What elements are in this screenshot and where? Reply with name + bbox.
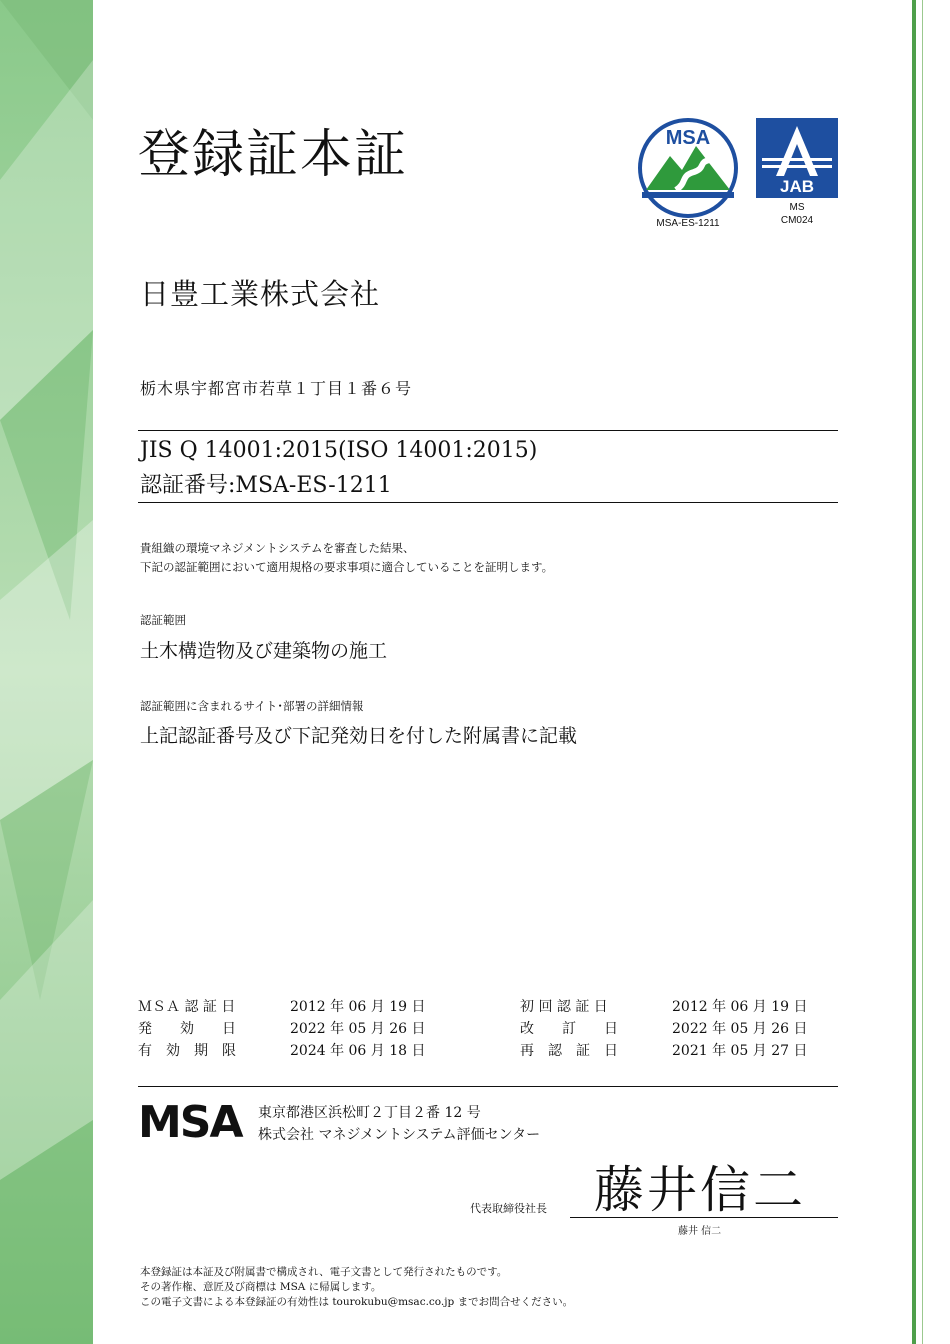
date-value: 2022 年 05 月 26 日	[672, 1021, 808, 1037]
decorative-green-band	[0, 0, 93, 1344]
signatory-name: 藤井 信二	[678, 1226, 722, 1237]
issuer-address: 東京都港区浜松町２丁目２番 12 号	[258, 1105, 481, 1121]
company-address: 栃木県宇都宮市若草１丁目１番６号	[140, 379, 413, 398]
standard: JIS Q 14001:2015(ISO 14001:2015)	[140, 438, 538, 463]
jab-caption-line2: CM024	[780, 215, 814, 226]
footer-line: その著作権、意匠及び商標は MSA に帰属します。	[140, 1281, 382, 1293]
company-name: 日豊工業株式会社	[140, 277, 381, 311]
sites-value: 上記認証番号及び下記発効日を付した附属書に記載	[140, 725, 578, 747]
jab-accreditation-mark	[756, 118, 838, 234]
sites-label: 認証範囲に含まれるサイト･部署の詳細情報	[140, 699, 364, 713]
date-value: 2024 年 06 月 18 日	[290, 1043, 426, 1059]
date-label: ＭＳＡ 認 証 日	[138, 999, 236, 1015]
jab-mark-text: JAB	[779, 177, 815, 196]
date-label: 発 効 日	[138, 1021, 236, 1037]
msa-mark-caption: MSA-ES-1211	[656, 218, 720, 229]
date-value: 2021 年 05 月 27 日	[672, 1043, 808, 1059]
date-value: 2022 年 05 月 26 日	[290, 1021, 426, 1037]
certificate-number: 認証番号:MSA-ES-1211	[140, 473, 392, 498]
scope-label: 認証範囲	[140, 613, 186, 627]
divider	[138, 430, 838, 431]
divider	[138, 502, 838, 503]
date-value: 2012 年 06 月 19 日	[672, 999, 808, 1015]
date-value: 2012 年 06 月 19 日	[290, 999, 426, 1015]
date-label: 再 認 証 日	[520, 1043, 618, 1059]
page-title: 登録証本証	[138, 125, 409, 185]
divider	[138, 1086, 838, 1087]
msa-certification-mark	[636, 116, 740, 232]
scope-value: 土木構造物及び建築物の施工	[140, 640, 388, 662]
issuer-name: 株式会社 マネジメントシステム評価センター	[258, 1127, 541, 1143]
jab-caption-line1: MS	[789, 202, 805, 213]
jab-logo-icon	[756, 118, 838, 198]
footer-line: 本登録証は本証及び附属書で構成され、電子文書として発行されたものです。	[140, 1266, 508, 1278]
date-label: 初 回 認 証 日	[520, 999, 608, 1015]
signatory-title: 代表取締役社長	[470, 1202, 547, 1215]
date-label: 有 効 期 限	[138, 1043, 236, 1059]
msa-mark-text: MSA	[665, 127, 711, 149]
statement-line-1: 貴組織の環境マネジメントシステムを審査した結果、	[140, 541, 415, 555]
right-border-lines	[912, 0, 950, 1344]
msa-mountain-icon	[636, 116, 740, 220]
msa-logo: MSA	[138, 1097, 242, 1148]
date-label: 改 訂 日	[520, 1021, 618, 1037]
signature: 藤井信二	[594, 1161, 806, 1219]
footer-line: この電子文書による本登録証の有効性は tourokubu@msac.co.jp までお問合せください。	[140, 1296, 574, 1308]
signature-line	[570, 1217, 838, 1218]
statement-line-2: 下記の認証範囲において適用規格の要求事項に適合していることを証明します。	[140, 560, 554, 574]
